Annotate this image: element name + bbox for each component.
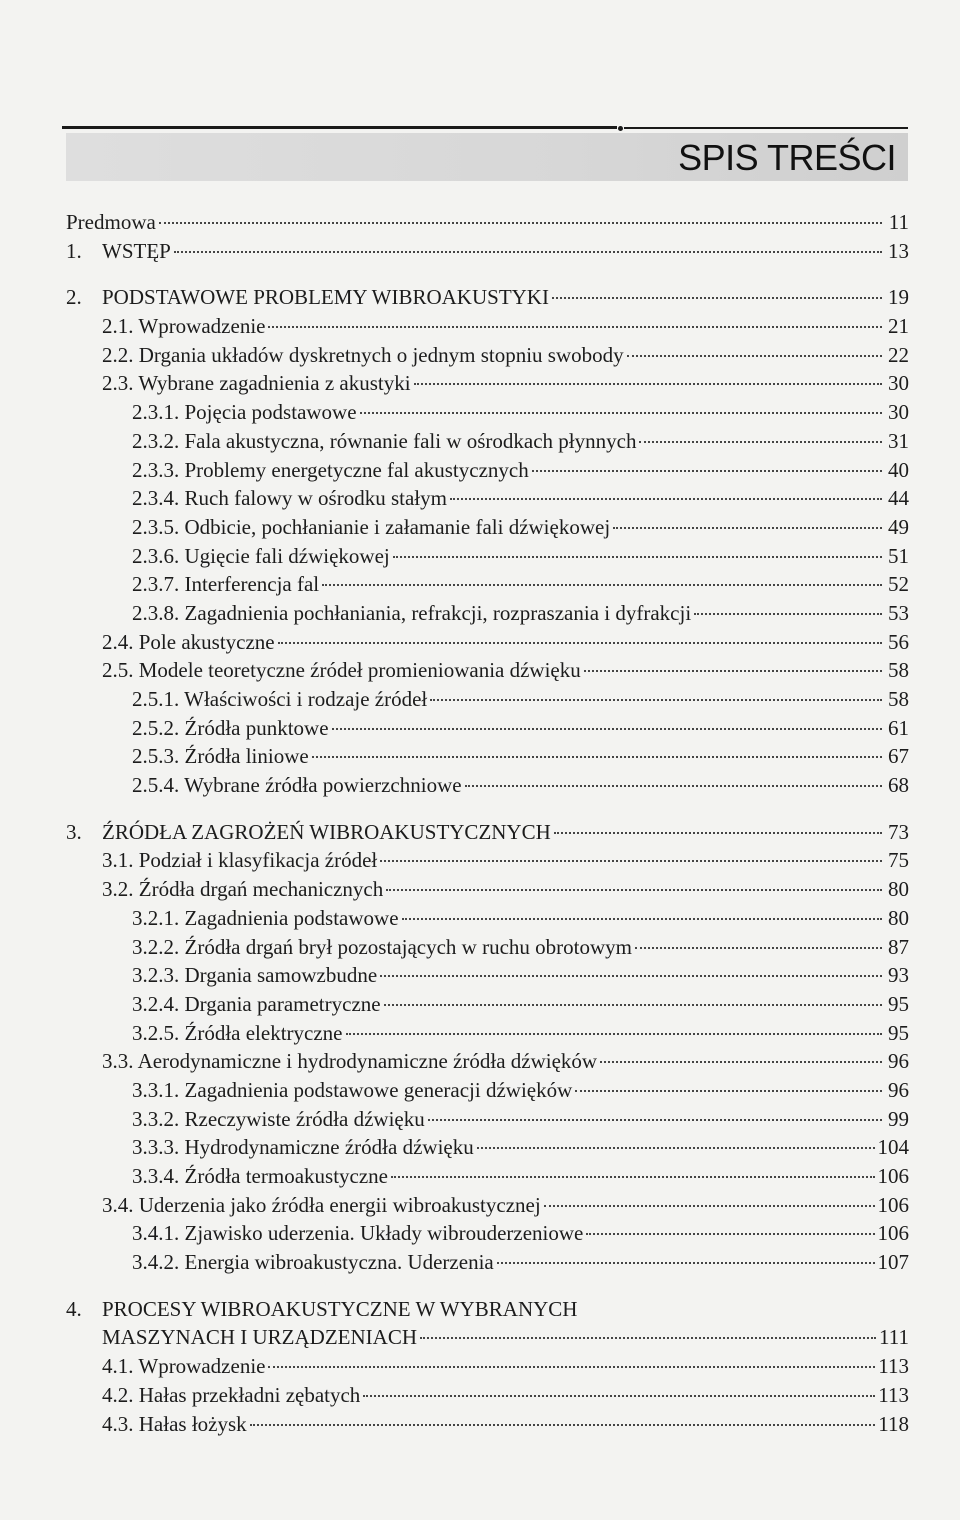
toc-entry-title: 2.2. Drgania układów dyskretnych o jednym stopniu swobody [102, 342, 624, 367]
dot-leader [393, 556, 882, 558]
toc-entry[interactable] [66, 933, 909, 962]
dot-leader [380, 860, 882, 862]
toc-entry-page: 104 [877, 1135, 909, 1160]
dot-leader [428, 1119, 882, 1121]
toc-entry-title: 4.3. Hałas łożysk [102, 1411, 247, 1436]
toc-entry-title: 2.3.6. Ugięcie fali dźwiękowej [132, 543, 390, 568]
toc-entry-title: ŹRÓDŁA ZAGROŻEŃ WIBROAKUSTYCZNYCH [102, 819, 551, 844]
dot-leader [497, 1262, 875, 1264]
toc-entry[interactable] [66, 570, 909, 599]
toc-entry[interactable] [66, 961, 909, 990]
dot-leader [268, 1366, 875, 1368]
toc-entry-page: 22 [888, 342, 909, 367]
dot-leader [532, 470, 882, 472]
toc-entry-number: 1. [66, 238, 82, 263]
toc-entry-page: 95 [888, 991, 909, 1016]
toc-entry-page: 51 [888, 543, 909, 568]
toc-entry-title: 2.3.2. Fala akustyczna, równanie fali w ośrodkach płynnych [132, 428, 637, 453]
toc-entry-page: 73 [888, 819, 909, 844]
toc-entry[interactable] [66, 237, 909, 266]
dot-leader [613, 527, 882, 529]
toc-entry[interactable] [66, 283, 909, 312]
toc-entry[interactable] [66, 1133, 909, 1162]
header-rule-dot [618, 126, 623, 131]
toc-entry[interactable] [66, 685, 909, 714]
toc-entry-page: 99 [888, 1106, 909, 1131]
toc-entry[interactable] [66, 904, 909, 933]
toc-entry-title: PODSTAWOWE PROBLEMY WIBROAKUSTYKI [102, 285, 549, 310]
toc-entry-page: 30 [888, 400, 909, 425]
toc-entry-page: 67 [888, 744, 909, 769]
toc-entry[interactable] [66, 1047, 909, 1076]
dot-leader [575, 1090, 882, 1092]
toc-entry[interactable] [66, 1105, 909, 1134]
toc-entry-title: 2.5.3. Źródła liniowe [132, 744, 309, 769]
dot-leader [159, 222, 882, 224]
toc-entry-title: 3.2.4. Drgania parametryczne [132, 991, 381, 1016]
toc-entry[interactable] [66, 369, 909, 398]
dot-leader [544, 1205, 875, 1207]
toc-entry[interactable] [66, 818, 909, 847]
toc-entry[interactable] [66, 208, 909, 237]
toc-entry-title: 3.3. Aerodynamiczne i hydrodynamiczne źródła dźwięków [102, 1049, 598, 1074]
toc-entry-page: 19 [888, 285, 909, 310]
toc-entry[interactable] [66, 628, 909, 657]
toc-entry-page: 113 [878, 1354, 909, 1379]
toc-entry-page: 96 [888, 1049, 909, 1074]
toc-entry-title: 2.3.3. Problemy energetyczne fal akustycznych [132, 457, 529, 482]
toc-entry[interactable] [66, 846, 909, 875]
toc-entry-page: 21 [888, 314, 909, 339]
toc-entry[interactable] [66, 714, 909, 743]
dot-leader [635, 947, 882, 949]
dot-leader [414, 383, 882, 385]
table-of-contents [66, 208, 909, 1438]
toc-entry[interactable] [66, 599, 909, 628]
toc-entry-page: 80 [888, 905, 909, 930]
toc-entry-title: 3.2.3. Drgania samowzbudne [132, 963, 378, 988]
dot-leader [420, 1337, 876, 1339]
toc-entry[interactable] [66, 1381, 909, 1410]
toc-entry-title: 4.1. Wprowadzenie [102, 1354, 266, 1379]
dot-leader [174, 251, 882, 253]
dot-leader [430, 699, 882, 701]
toc-entry-title: 2.3. Wybrane zagadnienia z akustyki [102, 371, 411, 396]
toc-entry-page: 118 [878, 1411, 909, 1436]
toc-entry[interactable] [66, 513, 909, 542]
toc-entry-number: 3. [66, 819, 82, 844]
dot-leader [278, 642, 882, 644]
toc-entry-page: 52 [888, 572, 909, 597]
toc-entry[interactable] [66, 656, 909, 685]
dot-leader [332, 728, 882, 730]
dot-leader [380, 975, 882, 977]
toc-entry-page: 58 [888, 658, 909, 683]
toc-entry[interactable] [66, 875, 909, 904]
dot-leader [600, 1061, 882, 1063]
toc-entry-page: 111 [879, 1325, 909, 1350]
toc-entry-page: 113 [878, 1382, 909, 1407]
header-rule-thin [624, 127, 908, 129]
toc-entry-page: 40 [888, 457, 909, 482]
toc-entry[interactable] [66, 1076, 909, 1105]
toc-entry-page: 61 [888, 715, 909, 740]
toc-entry-title: 2.1. Wprowadzenie [102, 314, 266, 339]
dot-leader [322, 584, 882, 586]
toc-entry-title: 3.3.3. Hydrodynamiczne źródła dźwięku [132, 1135, 474, 1160]
toc-entry-title: 3.4. Uderzenia jako źródła energii wibroakustycznej [102, 1192, 541, 1217]
toc-entry[interactable] [66, 1019, 909, 1048]
toc-entry-page: 49 [888, 514, 909, 539]
toc-entry-chapter4[interactable] [66, 1295, 909, 1324]
toc-entry-title: 3.2. Źródła drgań mechanicznych [102, 877, 384, 902]
toc-entry-title: 2.3.4. Ruch falowy w ośrodku stałym [132, 486, 447, 511]
toc-entry-title: 3.3.2. Rzeczywiste źródła dźwięku [132, 1106, 425, 1131]
toc-entry-title: 2.3.7. Interferencja fal [132, 572, 320, 597]
toc-entry[interactable] [66, 1219, 909, 1248]
dot-leader [586, 1233, 874, 1235]
toc-entry-title: 2.5.2. Źródła punktowe [132, 715, 329, 740]
dot-leader [402, 918, 882, 920]
toc-entry-title: Predmowa [66, 210, 156, 234]
toc-entry-title: 3.1. Podział i klasyfikacja źródeł [102, 848, 378, 873]
toc-entry-page: 53 [888, 600, 909, 625]
toc-entry[interactable] [66, 427, 909, 456]
toc-entry-page: 106 [877, 1221, 909, 1246]
toc-entry-title: MASZYNACH I URZĄDZENIACH [102, 1325, 417, 1350]
toc-entry[interactable] [66, 312, 909, 341]
toc-entry-title: 3.4.2. Energia wibroakustyczna. Uderzenia [132, 1250, 494, 1275]
toc-entry-page: 106 [877, 1164, 909, 1188]
toc-entry-title: 2.5. Modele teoretyczne źródeł promieniowania dźwięku [102, 658, 581, 683]
toc-entry-title: 2.5.1. Właściwości i rodzaje źródeł [132, 687, 428, 711]
toc-entry[interactable] [66, 990, 909, 1019]
toc-entry-page: 93 [888, 963, 909, 988]
toc-entry-page: 58 [888, 687, 909, 711]
toc-entry[interactable] [66, 1162, 909, 1191]
toc-entry-page: 106 [877, 1192, 909, 1217]
toc-entry-page: 75 [888, 848, 909, 873]
toc-entry[interactable] [66, 1352, 909, 1381]
toc-entry[interactable] [66, 484, 909, 513]
dot-leader [554, 832, 882, 834]
page-title: SPIS TREŚCI [678, 137, 896, 178]
toc-entry-title: 2.3.8. Zagadnienia pochłaniania, refrakcji, rozpraszania i dyfrakcji [132, 600, 692, 625]
toc-entry-page: 31 [888, 428, 909, 453]
dot-leader [346, 1033, 883, 1035]
toc-entry-page: 44 [888, 486, 909, 511]
toc-entry-chapter4-cont[interactable] [66, 1323, 909, 1352]
dot-leader [477, 1147, 875, 1149]
toc-entry-title: WSTĘP [102, 238, 171, 263]
dot-leader [465, 785, 882, 787]
toc-entry-number: 2. [66, 285, 82, 310]
dot-leader [627, 355, 882, 357]
toc-entry-title: 3.2.2. Źródła drgań brył pozostających w ruchu obrotowym [132, 934, 632, 959]
dot-leader [384, 1004, 882, 1006]
dot-leader [639, 441, 882, 443]
toc-entry-page: 87 [888, 934, 909, 959]
toc-entry-page: 107 [877, 1250, 909, 1275]
dot-leader [386, 889, 882, 891]
toc-entry-number: 4. [66, 1296, 82, 1321]
dot-leader [450, 498, 882, 500]
toc-entry[interactable] [66, 742, 909, 771]
toc-entry-page: 95 [888, 1020, 909, 1045]
toc-entry-page: 96 [888, 1077, 909, 1102]
dot-leader [584, 670, 882, 672]
toc-entry[interactable] [66, 341, 909, 370]
toc-entry-title: 3.3.1. Zagadnienia podstawowe generacji dźwięków [132, 1077, 573, 1102]
dot-leader [391, 1176, 875, 1178]
toc-entry-title: 4.2. Hałas przekładni zębatych [102, 1382, 361, 1407]
dot-leader [360, 412, 882, 414]
toc-entry-page: 56 [888, 629, 909, 654]
toc-entry[interactable] [66, 1191, 909, 1220]
toc-entry[interactable] [66, 456, 909, 485]
toc-entry[interactable] [66, 398, 909, 427]
toc-entry-title: 2.3.1. Pojęcia podstawowe [132, 400, 357, 425]
toc-entry[interactable] [66, 542, 909, 571]
header-rule [62, 126, 617, 129]
toc-entry-title: 3.2.1. Zagadnienia podstawowe [132, 905, 399, 930]
toc-entry-page: 80 [888, 877, 909, 902]
toc-entry-title: PROCESY WIBROAKUSTYCZNE W WYBRANYCH [102, 1296, 578, 1321]
dot-leader [552, 297, 882, 299]
toc-entry-title: 3.2.5. Źródła elektryczne [132, 1020, 343, 1045]
toc-entry-title: 3.4.1. Zjawisko uderzenia. Układy wibrouderzeniowe [132, 1221, 584, 1246]
dot-leader [312, 756, 882, 758]
toc-entry-page: 68 [888, 773, 909, 798]
toc-entry[interactable] [66, 1410, 909, 1439]
toc-entry[interactable] [66, 1248, 909, 1277]
toc-entry-title: 2.4. Pole akustyczne [102, 629, 275, 654]
toc-entry-title: 3.3.4. Źródła termoakustyczne [132, 1164, 388, 1188]
toc-entry-title: 2.3.5. Odbicie, pochłanianie i załamanie fali dźwiękowej [132, 514, 611, 539]
dot-leader [268, 326, 882, 328]
toc-entry-page: 11 [888, 210, 909, 234]
toc-entry-page: 13 [888, 238, 909, 263]
toc-entry-page: 30 [888, 371, 909, 396]
toc-entry[interactable] [66, 771, 909, 800]
dot-leader [250, 1424, 876, 1426]
toc-entry-title: 2.5.4. Wybrane źródła powierzchniowe [132, 773, 462, 798]
dot-leader [363, 1395, 875, 1397]
dot-leader [694, 613, 882, 615]
